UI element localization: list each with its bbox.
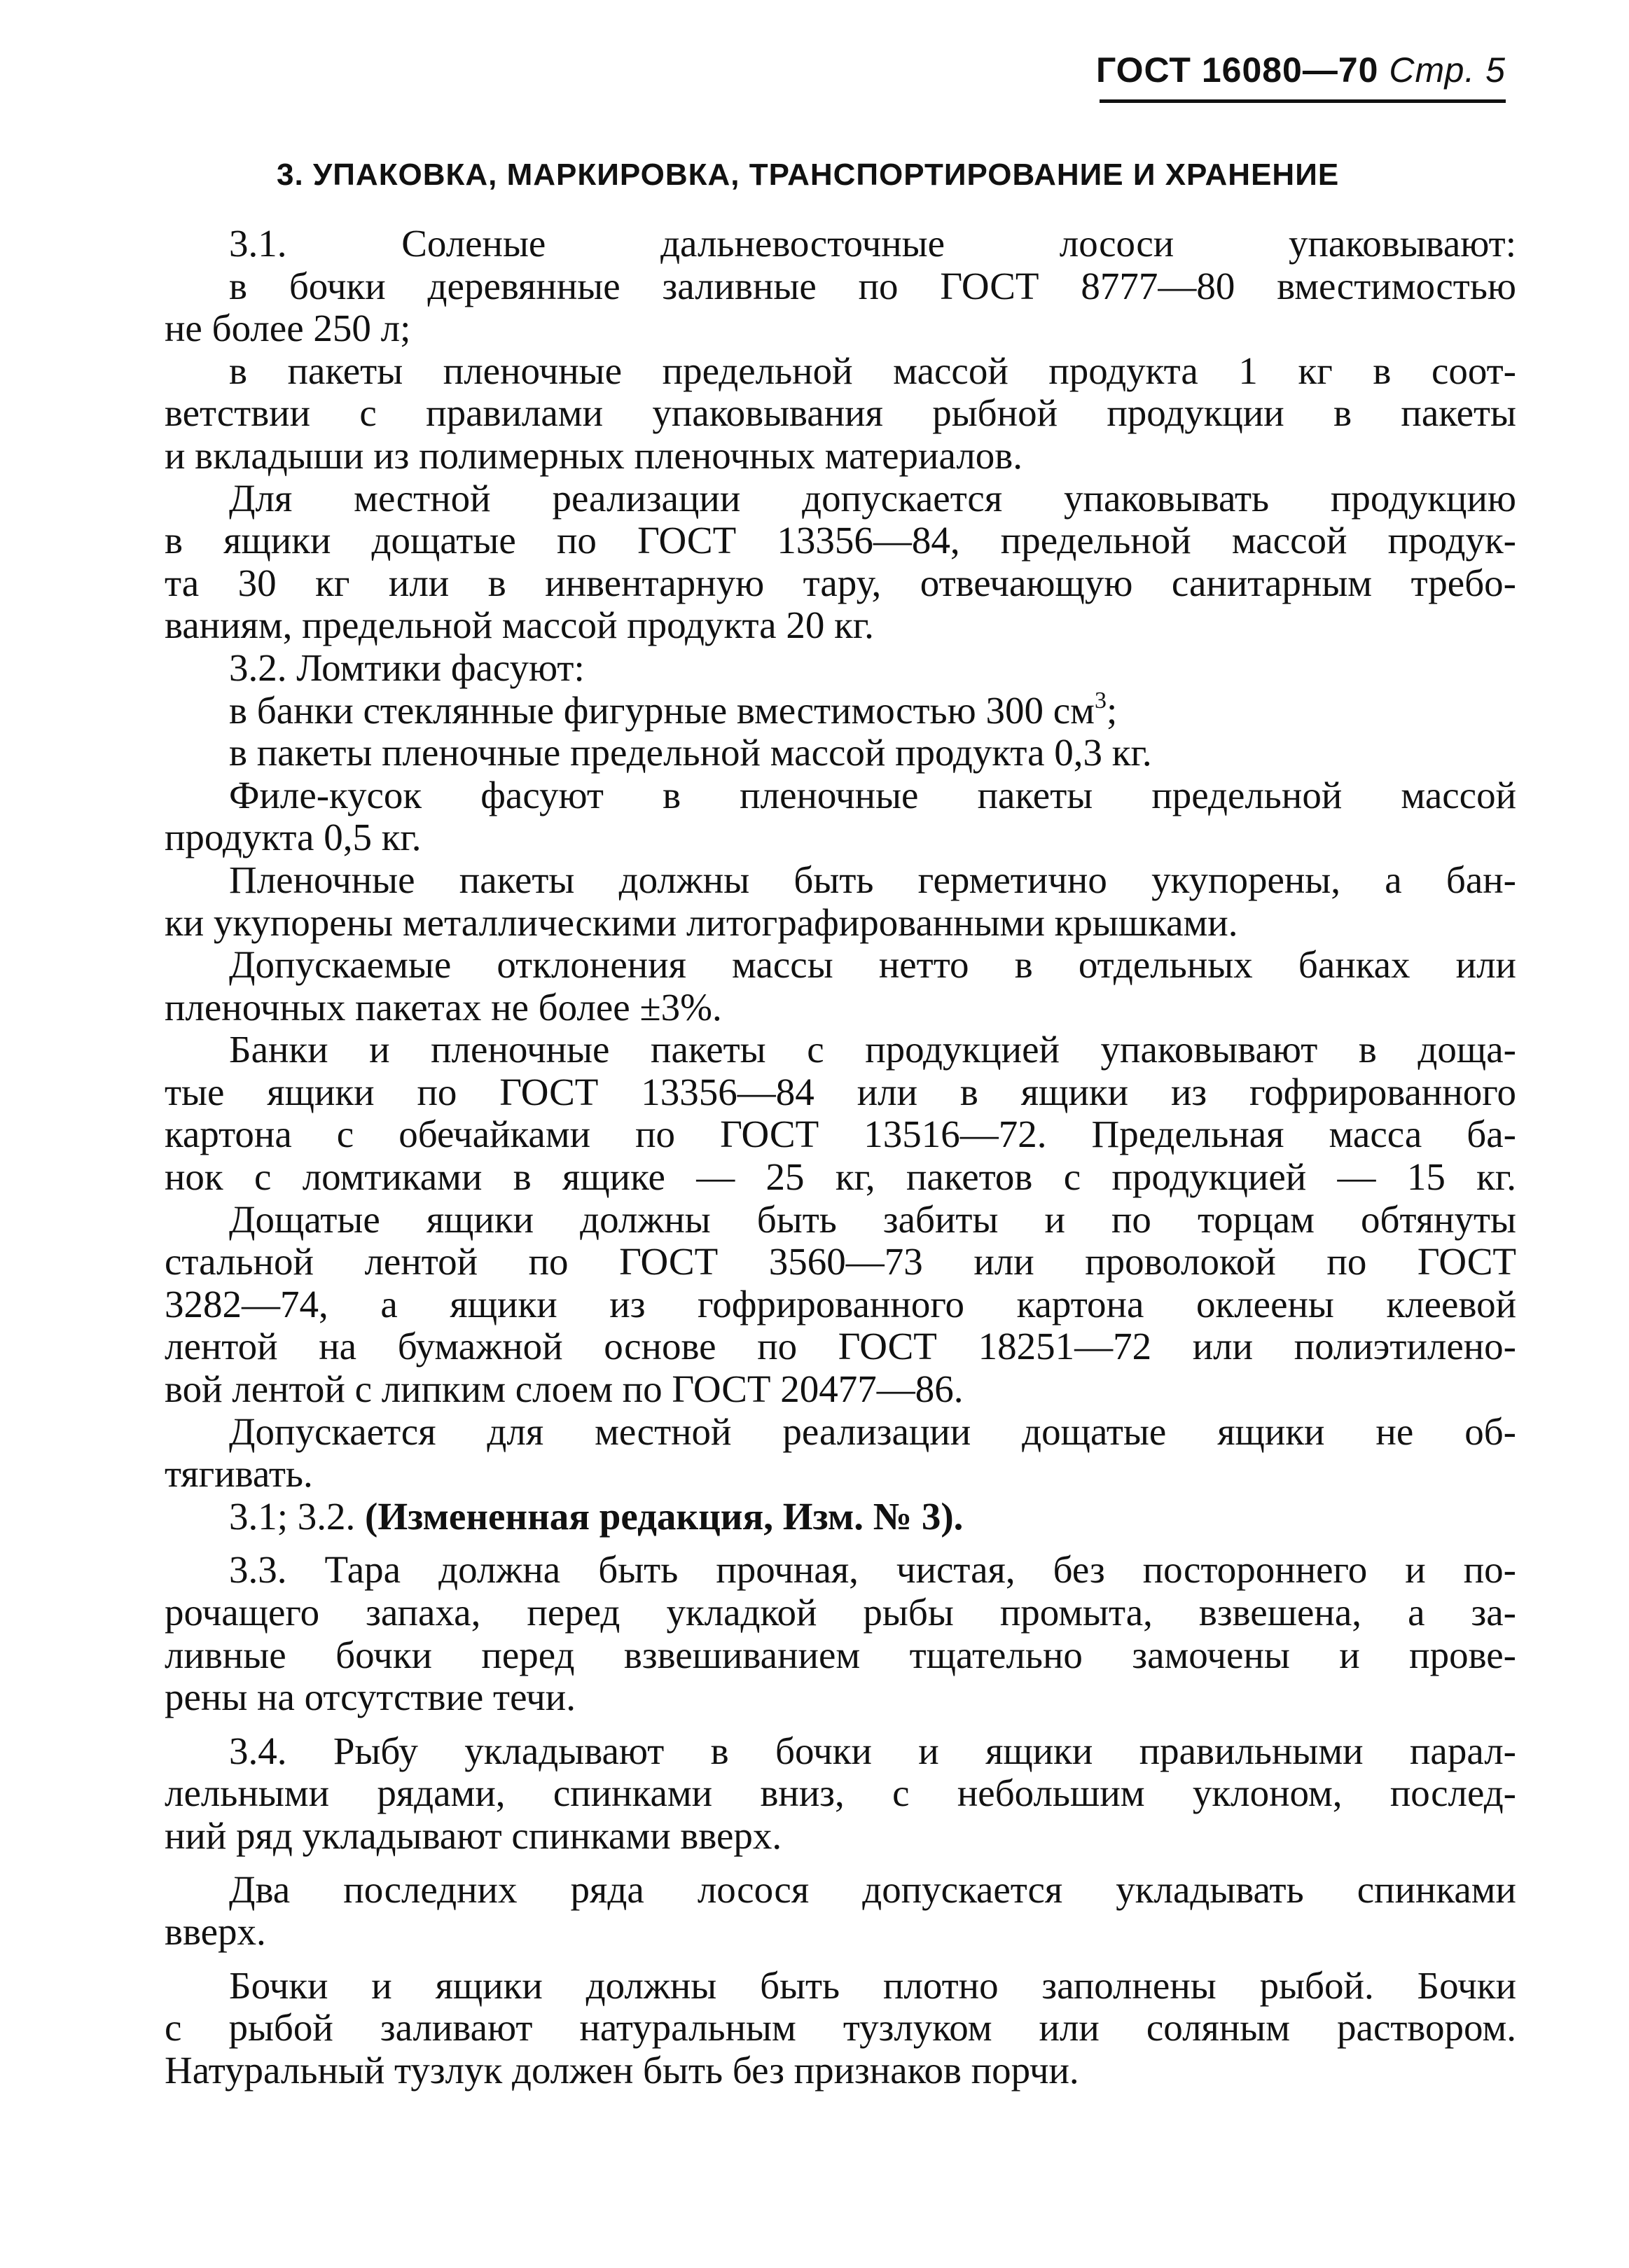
paragraph-line: ветствии с правилами упаковывания рыбной продукции в пакеты [165, 391, 1516, 435]
paragraph-line: ний ряд укладывают спинками вверх. [165, 1814, 782, 1857]
paragraph-line: Два последних ряда лосося допускается укладывать спинками [229, 1867, 1516, 1911]
amendment-text: (Измененная редакция, Изм. № 3). [365, 1494, 964, 1538]
paragraph-line: не более 250 л; [165, 307, 411, 350]
paragraph-line: 3.3. Тара должна быть прочная, чистая, без постороннего и по- [229, 1548, 1516, 1592]
paragraph-line: продукта 0,5 кг. [165, 816, 422, 859]
paragraph-line: вой лентой с липким слоем по ГОСТ 20477—86. [165, 1368, 964, 1411]
paragraph-line: вверх. [165, 1910, 266, 1954]
page-number: Стр. 5 [1389, 50, 1506, 90]
paragraph-line: Допускаемые отклонения массы нетто в отдельных банках или [229, 943, 1516, 987]
paragraph-line: та 30 кг или в инвентарную тару, отвечающую санитарным требо- [165, 561, 1516, 604]
paragraph-line: с рыбой заливают натуральным тузлуком или соляным раствором. [165, 2006, 1516, 2050]
paragraph-line: и вкладыши из полимерных пленочных материалов. [165, 433, 1023, 477]
paragraph-line: Пленочные пакеты должны быть герметично укупорены, а бан- [229, 858, 1516, 901]
paragraph-line: нок с ломтиками в ящике — 25 кг, пакетов с продукцией — 15 кг. [165, 1155, 1516, 1199]
section-title: 3. УПАКОВКА, МАРКИРОВКА, ТРАНСПОРТИРОВАНИЕ И ХРАНЕНИЕ [277, 158, 1340, 192]
paragraph-line: 3282—74, а ящики из гофрированного картона оклеены клеевой [165, 1282, 1516, 1326]
paragraph-gap [165, 1538, 1516, 1549]
paragraph-line: 3.1. Соленые дальневосточные лососи упаковывают: [229, 222, 1516, 265]
paragraph-line: в бочки деревянные заливные по ГОСТ 8777—80 вместимостью [229, 264, 1516, 307]
body-text [165, 223, 1516, 2092]
amendment-note [165, 1496, 1516, 1538]
paragraph-line: пленочных пакетах не более ±3%. [165, 985, 722, 1029]
paragraph-line: ки укупорены металлическими литографированными крышками. [165, 900, 1238, 944]
paragraph-line: Филе-кусок фасуют в пленочные пакеты предельной массой [229, 773, 1516, 816]
paragraph-line: лентой на бумажной основе по ГОСТ 18251—72 или полиэтилено- [165, 1325, 1516, 1368]
header-rule [1100, 99, 1506, 103]
paragraph-line: 3.2. Ломтики фасуют: [229, 646, 585, 689]
paragraph-line: лельными рядами, спинками вниз, с небольшим уклоном, послед- [165, 1772, 1516, 1815]
standard-number: ГОСТ 16080—70 [1095, 50, 1379, 90]
paragraph-line: в пакеты пленочные предельной массой продукта 1 кг в соот- [229, 349, 1516, 392]
paragraph-line: 3.4. Рыбу укладывают в бочки и ящики правильными парал- [229, 1729, 1516, 1772]
paragraph-gap [165, 1954, 1516, 1965]
running-header [1093, 42, 1506, 98]
paragraph-line: тягивать. [165, 1452, 313, 1496]
paragraph-line: картона с обечайками по ГОСТ 13516—72. Предельная масса ба- [165, 1113, 1516, 1156]
semicolon: ; [1106, 688, 1118, 732]
paragraph-line: Натуральный тузлук должен быть без признаков порчи. [165, 2048, 1079, 2092]
paragraph-line: ваниям, предельной массой продукта 20 кг. [165, 604, 874, 647]
paragraph-line: Допускается для местной реализации дощатые ящики не об- [229, 1410, 1516, 1453]
paragraph-line: Дощатые ящики должны быть забиты и по торцам обтянуты [229, 1197, 1516, 1241]
paragraph-line: стальной лентой по ГОСТ 3560—73 или проволокой по ГОСТ [165, 1240, 1516, 1283]
line-text: в банки стеклянные фигурные вместимостью 300 см [229, 688, 1095, 732]
amendment-clauses: 3.1; 3.2. [229, 1494, 356, 1538]
paragraph-line: Бочки и ящики должны быть плотно заполнены рыбой. Бочки [229, 1963, 1516, 2007]
paragraph-gap [165, 1719, 1516, 1730]
paragraph-line: Банки и пленочные пакеты с продукцией упаковывают в доща- [229, 1028, 1516, 1071]
paragraph-line: в пакеты пленочные предельной массой продукта 0,3 кг. [229, 731, 1152, 774]
paragraph-gap [165, 1858, 1516, 1869]
paragraph-line: рочащего запаха, перед укладкой рыбы промыта, взвешена, а за- [165, 1591, 1516, 1634]
superscript-3: 3 [1094, 687, 1107, 714]
paragraph-line: Для местной реализации допускается упаковывать продукцию [229, 476, 1516, 520]
paragraph-line: в ящики дощатые по ГОСТ 13356—84, предельной массой продук- [165, 519, 1516, 562]
paragraph-line: ливные бочки перед взвешиванием тщательно замочены и прове- [165, 1633, 1516, 1676]
paragraph-line: тые ящики по ГОСТ 13356—84 или в ящики из гофрированного [165, 1070, 1516, 1113]
paragraph-line-with-superscript [165, 687, 1516, 732]
paragraph-line: рены на отсутствие течи. [165, 1676, 576, 1719]
